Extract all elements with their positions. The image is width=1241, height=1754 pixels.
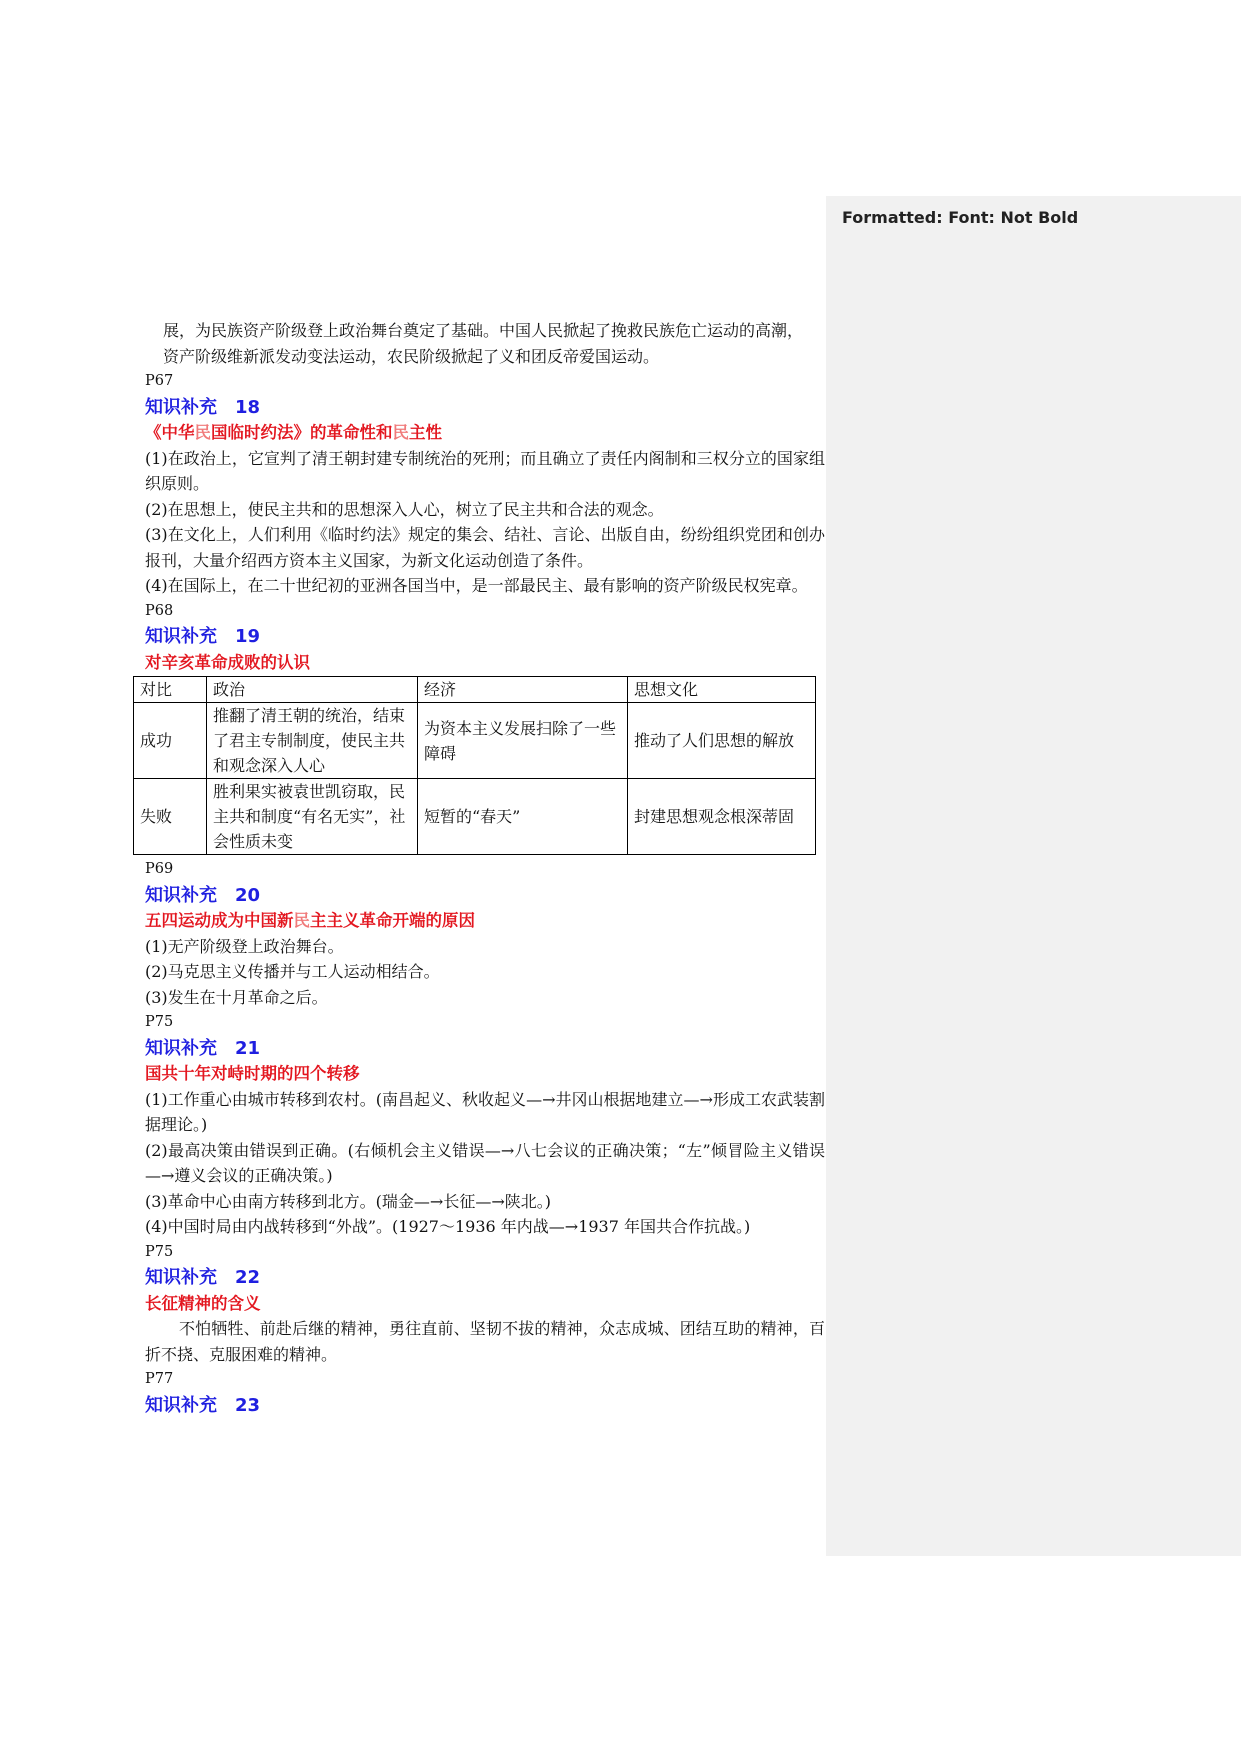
title-part: 《中华 [145, 423, 195, 442]
title-part: 民 [293, 911, 310, 930]
knowledge-label: 知识补充 [145, 1037, 217, 1059]
knowledge-number: 23 [235, 1394, 261, 1416]
paragraph: (1)在政治上，它宣判了清王朝封建专制统治的死刑；而且确立了责任内阁制和三权分立的国家组织原则。 [145, 448, 825, 493]
paragraph: (1)无产阶级登上政治舞台。 [145, 936, 344, 956]
knowledge-label: 知识补充 [145, 1267, 217, 1288]
page-ref: P77 [145, 1371, 174, 1387]
paragraph: (3)革命中心由南方转移到北方。(瑞金—→长征—→陕北。) [145, 1191, 551, 1211]
page-ref: P69 [145, 861, 174, 877]
paragraph: (2)在思想上，使民主共和的思想深入人心，树立了民主共和合法的观念。 [145, 499, 664, 519]
paragraph: (4)在国际上，在二十世纪初的亚洲各国当中，是一部最民主、最有影响的资产阶级民权宪章。 [145, 576, 808, 595]
intro-line: 资产阶级维新派发动变法运动，农民阶级掀起了义和团反帝爱国运动。 [163, 346, 660, 366]
table-row [134, 703, 816, 779]
table-header-cell: 思想文化 [628, 677, 816, 703]
knowledge-label: 知识补充 [145, 626, 217, 647]
table-cell: 失败 [134, 779, 207, 855]
paragraph: (3)在文化上，人们利用《临时约法》规定的集会、结社、言论、出版自由，纷纷组织党团和创办报刊，大量介绍西方资本主义国家，为新文化运动创造了条件。 [145, 525, 825, 570]
title-part: 五四运动成为中国新 [145, 911, 294, 930]
document-body [140, 318, 825, 1418]
knowledge-label: 知识补充 [145, 396, 217, 418]
knowledge-heading [145, 624, 825, 650]
intro-line: 展，为民族资产阶级登上政治舞台奠定了基础。中国人民掀起了挽救民族危亡运动的高潮， [163, 321, 804, 340]
table-cell: 推动了人们思想的解放 [628, 703, 816, 779]
knowledge-number: 20 [235, 884, 261, 906]
table-header-cell: 政治 [207, 677, 418, 703]
paragraph: (4)中国时局由内战转移到“外战”。(1927～1936 年内战—→1937 年国共合作抗战。) [145, 1217, 751, 1236]
knowledge-number: 21 [235, 1037, 261, 1059]
knowledge-heading [145, 1393, 825, 1419]
knowledge-number: 22 [235, 1267, 261, 1288]
paragraph: (2)最高决策由错误到正确。(右倾机会主义错误—→八七会议的正确决策；“左”倾冒险主义错误—→遵义会议的正确决策。) [145, 1140, 825, 1185]
knowledge-heading [145, 1036, 825, 1062]
paragraph: (2)马克思主义传播并与工人运动相结合。 [145, 962, 440, 981]
knowledge-heading [145, 883, 825, 909]
table-header-row [134, 677, 816, 703]
table-header-cell: 对比 [134, 677, 207, 703]
table-cell: 成功 [134, 703, 207, 779]
paragraph: 不怕牺牲、前赴后继的精神，勇往直前、坚韧不拔的精神，众志成城、团结互助的精神，百折不挠、克服困难的精神。 [145, 1319, 825, 1364]
title-part: 国临时约法》的革命性和 [211, 423, 393, 442]
paragraph: (1)工作重心由城市转移到农村。(南昌起义、秋收起义—→井冈山根据地建立—→形成工农武装割据理论。) [145, 1089, 825, 1134]
knowledge-number: 19 [235, 626, 261, 647]
section-title: 长征精神的含义 [145, 1293, 261, 1313]
knowledge-number: 18 [235, 396, 261, 418]
section-title [145, 420, 825, 446]
section-title: 对辛亥革命成败的认识 [145, 652, 310, 672]
title-part: 主主义革命开端的原因 [310, 911, 475, 930]
page-ref: P75 [145, 1014, 174, 1030]
table-cell: 封建思想观念根深蒂固 [628, 779, 816, 855]
knowledge-label: 知识补充 [145, 884, 217, 906]
knowledge-label: 知识补充 [145, 1394, 217, 1416]
knowledge-heading [145, 395, 825, 421]
knowledge-heading [145, 1265, 825, 1291]
table-cell: 短暂的“春天” [418, 779, 628, 855]
table-cell: 为资本主义发展扫除了一些障碍 [418, 703, 628, 779]
page-ref: P67 [145, 373, 174, 389]
section-title [145, 908, 825, 934]
table-row [134, 779, 816, 855]
comment-title: Formatted: Font: Not Bold [842, 208, 1079, 227]
page-ref: P75 [145, 1243, 174, 1260]
paragraph: (3)发生在十月革命之后。 [145, 987, 328, 1007]
table-header-cell: 经济 [418, 677, 628, 703]
table-cell: 推翻了清王朝的统治，结束了君主专制制度，使民主共和观念深入人心 [207, 703, 418, 779]
comment-pane [826, 196, 1241, 1556]
comparison-table [133, 676, 816, 855]
title-part: 主性 [409, 423, 442, 442]
table-cell: 胜利果实被袁世凯窃取，民主共和制度“有名无实”，社会性质未变 [207, 779, 418, 855]
page-ref: P68 [145, 602, 174, 619]
section-title: 国共十年对峙时期的四个转移 [145, 1064, 360, 1083]
title-part: 民 [194, 423, 211, 442]
title-part: 民 [392, 423, 409, 442]
